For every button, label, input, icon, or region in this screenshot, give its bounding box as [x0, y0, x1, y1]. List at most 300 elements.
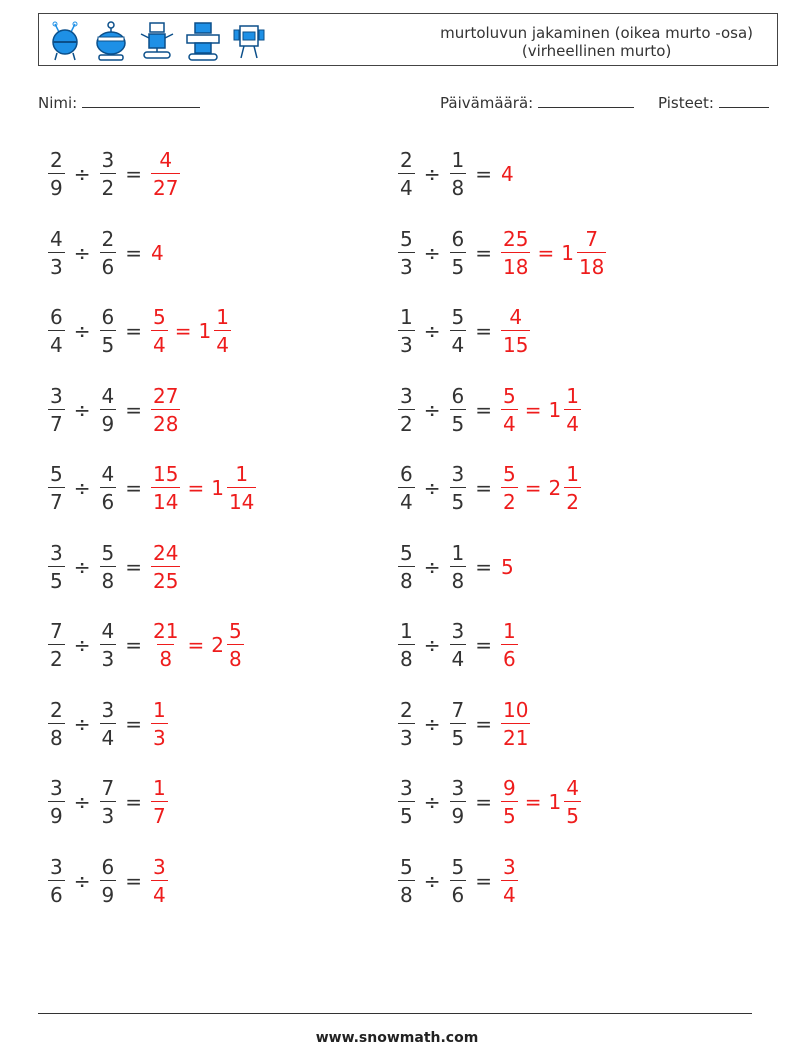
divide-sign: ÷ — [423, 554, 441, 579]
answer-fraction-numerator: 1 — [216, 305, 229, 329]
divisor-fraction-denominator: 8 — [450, 173, 467, 198]
answer-fraction-numerator: 27 — [153, 383, 179, 408]
dividend-fraction-denominator: 4 — [398, 487, 415, 512]
problem-item — [396, 767, 583, 837]
equals-sign: = — [125, 868, 142, 893]
dividend-fraction-numerator: 3 — [50, 540, 63, 565]
divisor-fraction — [450, 383, 467, 436]
divisor-fraction — [100, 540, 117, 593]
answer-fraction — [564, 464, 581, 512]
dividend-fraction-denominator: 9 — [48, 801, 65, 826]
answer-fraction-numerator: 9 — [503, 776, 516, 800]
answer-fraction-denominator: 4 — [151, 880, 168, 905]
answer-fraction — [564, 383, 581, 436]
equals-sign: = — [475, 868, 492, 893]
answer — [499, 621, 520, 669]
answer-fraction-numerator: 1 — [153, 697, 166, 722]
divisor-fraction-numerator: 4 — [101, 383, 115, 408]
divide-sign: ÷ — [73, 162, 91, 186]
name-field — [38, 93, 200, 112]
dividend-fraction-numerator: 3 — [50, 383, 63, 408]
answer-fraction-numerator: 1 — [503, 619, 516, 643]
divisor-fraction-denominator: 3 — [100, 801, 117, 826]
dividend-fraction-numerator: 6 — [50, 305, 63, 329]
answer-equals-sign: = — [187, 633, 205, 657]
dividend-fraction-numerator: 4 — [50, 226, 63, 251]
problem-item — [46, 532, 182, 602]
answer-fraction — [501, 226, 530, 279]
answer-fraction-numerator: 15 — [153, 462, 179, 486]
divide-sign: ÷ — [73, 397, 91, 422]
answer-fraction — [227, 464, 256, 512]
answer-equals-sign: = — [524, 397, 542, 422]
equals-sign: = — [475, 711, 492, 736]
answer-whole-number: 1 — [548, 397, 562, 422]
answer-fraction-denominator: 14 — [151, 487, 180, 512]
answer-fraction-denominator: 15 — [501, 330, 530, 355]
divisor-fraction-denominator: 3 — [100, 644, 117, 669]
answer-fraction-numerator: 5 — [503, 462, 516, 486]
divisor-fraction — [100, 778, 117, 826]
divisor-fraction — [100, 307, 117, 355]
divisor-fraction-denominator: 5 — [100, 330, 117, 355]
dividend-fraction — [48, 697, 65, 750]
answer-equals-sign: = — [524, 790, 542, 814]
dividend-fraction-numerator: 1 — [400, 619, 413, 643]
divisor-fraction-denominator: 4 — [450, 330, 467, 355]
dividend-fraction — [48, 854, 65, 907]
answer-fraction — [501, 778, 518, 826]
answer — [149, 697, 170, 750]
dividend-fraction — [398, 383, 415, 436]
problem-item — [46, 846, 170, 916]
dividend-fraction-denominator: 7 — [48, 487, 65, 512]
dividend-fraction-denominator: 4 — [398, 173, 415, 198]
robot-icon-5 — [229, 20, 269, 62]
answer-whole-number: 5 — [501, 554, 514, 579]
dividend-fraction-denominator: 3 — [398, 723, 415, 748]
date-blank[interactable] — [538, 93, 634, 108]
answer-fraction — [214, 307, 231, 355]
problem-item — [396, 453, 583, 523]
equals-sign: = — [125, 790, 142, 814]
answer-fraction — [501, 307, 530, 355]
problem-item — [396, 375, 583, 445]
dividend-fraction-numerator: 1 — [400, 305, 413, 329]
divisor-fraction-denominator: 6 — [450, 880, 467, 905]
divisor-fraction-numerator: 5 — [451, 305, 465, 329]
answer — [149, 241, 165, 265]
answer-fraction-numerator: 1 — [153, 776, 166, 800]
divisor-fraction-denominator: 5 — [450, 409, 467, 434]
problem-item — [396, 610, 520, 680]
dividend-fraction-numerator: 2 — [400, 148, 413, 172]
dividend-fraction-denominator: 3 — [398, 252, 415, 277]
answer-fraction-denominator: 4 — [564, 409, 581, 434]
answer-fraction — [577, 226, 606, 279]
answer-fraction-denominator: 5 — [564, 801, 581, 826]
divisor-fraction — [100, 226, 117, 279]
divisor-fraction-numerator: 1 — [451, 148, 465, 172]
dividend-fraction-denominator: 6 — [48, 880, 65, 905]
dividend-fraction-numerator: 6 — [400, 462, 413, 486]
divide-sign: ÷ — [423, 162, 441, 186]
answer-fraction — [564, 778, 581, 826]
answer-equals-sign: = — [174, 319, 192, 343]
dividend-fraction — [48, 464, 65, 512]
divisor-fraction — [450, 697, 467, 750]
answer-fraction-denominator: 27 — [151, 173, 180, 198]
answer-fraction — [151, 383, 180, 436]
divide-sign: ÷ — [423, 633, 441, 657]
dividend-fraction-denominator: 2 — [48, 644, 65, 669]
answer-fraction-denominator: 5 — [501, 801, 518, 826]
divisor-fraction-denominator: 9 — [100, 409, 117, 434]
answer — [149, 464, 258, 512]
answer — [149, 540, 182, 593]
dividend-fraction — [398, 307, 415, 355]
answer-fraction — [151, 778, 168, 826]
robot-icon-1 — [45, 20, 85, 62]
answer-fraction-numerator: 10 — [503, 697, 529, 722]
dividend-fraction-denominator: 8 — [398, 880, 415, 905]
answer-fraction-denominator: 2 — [501, 487, 518, 512]
divisor-fraction — [450, 307, 467, 355]
title-line-1: murtoluvun jakaminen (oikea murto -osa) — [440, 24, 753, 42]
problem-item — [46, 218, 165, 288]
answer-equals-sign: = — [524, 476, 542, 500]
divisor-fraction-numerator: 4 — [101, 462, 115, 486]
dividend-fraction — [48, 383, 65, 436]
answer-fraction-numerator: 5 — [228, 619, 242, 643]
answer-fraction — [151, 150, 180, 198]
date-label: Päivämäärä: — [440, 94, 534, 112]
divisor-fraction-denominator: 5 — [450, 252, 467, 277]
answer-fraction — [227, 621, 244, 669]
divisor-fraction-denominator: 8 — [100, 566, 117, 591]
answer-fraction-numerator: 25 — [503, 226, 529, 251]
divide-sign: ÷ — [73, 319, 91, 343]
divisor-fraction-numerator: 6 — [451, 383, 465, 408]
answer-whole-number: 2 — [548, 476, 562, 500]
answer-fraction — [151, 464, 180, 512]
divisor-fraction-numerator: 1 — [451, 540, 465, 565]
divisor-fraction-numerator: 6 — [101, 854, 115, 879]
answer-fraction-denominator: 8 — [157, 644, 174, 669]
answer-fraction-denominator: 4 — [501, 880, 518, 905]
equals-sign: = — [475, 319, 492, 343]
dividend-fraction — [48, 778, 65, 826]
answer-fraction-numerator: 1 — [566, 383, 579, 408]
problem-item — [396, 218, 608, 288]
divisor-fraction — [100, 464, 117, 512]
answer-fraction — [151, 540, 180, 593]
answer-fraction — [151, 854, 168, 907]
dividend-fraction-denominator: 5 — [48, 566, 65, 591]
answer-fraction-denominator: 7 — [151, 801, 168, 826]
name-blank[interactable] — [82, 93, 200, 108]
divisor-fraction — [450, 226, 467, 279]
divisor-fraction — [450, 854, 467, 907]
answer-fraction-denominator: 28 — [151, 409, 180, 434]
dividend-fraction-denominator: 3 — [48, 252, 65, 277]
date-field — [440, 93, 634, 112]
equals-sign: = — [125, 162, 142, 186]
dividend-fraction-denominator: 4 — [48, 330, 65, 355]
answer — [149, 307, 233, 355]
problem-item — [396, 846, 520, 916]
answer — [499, 778, 583, 826]
worksheet-header — [38, 13, 778, 66]
dividend-fraction-denominator: 8 — [398, 566, 415, 591]
equals-sign: = — [125, 476, 142, 500]
answer-whole-number: 1 — [561, 240, 574, 265]
divide-sign: ÷ — [423, 476, 441, 500]
divisor-fraction — [450, 778, 467, 826]
equals-sign: = — [475, 554, 492, 579]
answer — [499, 854, 520, 907]
equals-sign: = — [475, 162, 492, 186]
divide-sign: ÷ — [73, 633, 91, 657]
title-line-2: (virheellinen murto) — [521, 42, 672, 60]
dividend-fraction — [398, 697, 415, 750]
divisor-fraction — [450, 621, 467, 669]
answer — [149, 621, 246, 669]
divide-sign: ÷ — [73, 240, 91, 265]
answer-whole-number: 1 — [198, 319, 212, 343]
answer-fraction — [501, 697, 530, 750]
divide-sign: ÷ — [73, 868, 91, 893]
answer-fraction-denominator: 6 — [501, 644, 518, 669]
answer-whole-number: 4 — [501, 162, 514, 186]
answer-fraction-denominator: 2 — [564, 487, 581, 512]
dividend-fraction-numerator: 3 — [400, 776, 413, 800]
equals-sign: = — [125, 711, 142, 736]
divisor-fraction-denominator: 2 — [100, 173, 117, 198]
answer-fraction — [501, 854, 518, 907]
equals-sign: = — [125, 633, 142, 657]
divisor-fraction — [100, 150, 117, 198]
dividend-fraction-numerator: 3 — [400, 383, 413, 408]
divisor-fraction-numerator: 7 — [101, 776, 115, 800]
divide-sign: ÷ — [423, 319, 441, 343]
problem-item — [46, 296, 233, 366]
answer — [149, 150, 182, 198]
dividend-fraction-numerator: 5 — [400, 226, 413, 251]
divisor-fraction-numerator: 4 — [101, 619, 115, 643]
divisor-fraction — [100, 697, 117, 750]
answer-whole-number: 4 — [151, 240, 164, 265]
answer — [499, 383, 583, 436]
answer-fraction-numerator: 4 — [566, 776, 579, 800]
answer-fraction — [151, 621, 180, 669]
divisor-fraction-denominator: 9 — [100, 880, 117, 905]
dividend-fraction — [48, 621, 65, 669]
score-label: Pisteet: — [658, 94, 714, 112]
divide-sign: ÷ — [423, 868, 441, 893]
robot-icon-2 — [91, 20, 131, 62]
divisor-fraction — [100, 854, 117, 907]
divisor-fraction — [450, 540, 467, 593]
dividend-fraction — [398, 464, 415, 512]
footer-divider — [38, 1013, 752, 1014]
equals-sign: = — [125, 397, 142, 422]
divide-sign: ÷ — [73, 790, 91, 814]
divisor-fraction-denominator: 8 — [450, 566, 467, 591]
worksheet-title — [440, 24, 753, 60]
problem-item — [396, 296, 532, 366]
score-field — [658, 93, 769, 112]
problem-item — [46, 689, 170, 759]
dividend-fraction — [48, 307, 65, 355]
divisor-fraction-denominator: 6 — [100, 252, 117, 277]
divide-sign: ÷ — [423, 711, 441, 736]
answer — [149, 383, 182, 436]
problem-item — [46, 453, 258, 523]
answer-whole-number: 2 — [211, 633, 224, 657]
divisor-fraction-numerator: 6 — [101, 305, 115, 329]
answer-fraction-numerator: 1 — [235, 462, 249, 486]
answer-whole-number: 1 — [211, 476, 224, 500]
divisor-fraction-denominator: 4 — [450, 644, 467, 669]
answer-fraction-numerator: 5 — [153, 305, 166, 329]
divisor-fraction-numerator: 3 — [101, 148, 115, 172]
divisor-fraction — [450, 464, 467, 512]
dividend-fraction-numerator: 3 — [50, 854, 63, 879]
robot-icons — [45, 20, 269, 62]
problem-item — [46, 139, 182, 209]
dividend-fraction-denominator: 2 — [398, 409, 415, 434]
divisor-fraction-numerator: 7 — [451, 697, 465, 722]
answer-fraction-denominator: 4 — [501, 409, 518, 434]
answer-fraction-denominator: 18 — [577, 252, 606, 277]
answer-fraction — [151, 697, 168, 750]
equals-sign: = — [125, 240, 142, 265]
answer — [499, 697, 532, 750]
answer-fraction — [501, 621, 518, 669]
divisor-fraction-numerator: 6 — [451, 226, 465, 251]
name-label: Nimi: — [38, 94, 78, 112]
divide-sign: ÷ — [73, 554, 91, 579]
answer-fraction-numerator: 3 — [503, 854, 516, 879]
answer — [149, 778, 170, 826]
problem-item — [46, 767, 170, 837]
dividend-fraction — [48, 540, 65, 593]
answer-fraction-numerator: 24 — [153, 540, 179, 565]
answer — [499, 226, 608, 279]
footer-site: www.snowmath.com — [315, 1030, 479, 1046]
divide-sign: ÷ — [423, 240, 441, 265]
answer-fraction-numerator: 21 — [153, 619, 179, 643]
divide-sign: ÷ — [423, 790, 441, 814]
equals-sign: = — [125, 554, 142, 579]
answer-fraction-denominator: 4 — [214, 330, 231, 355]
divisor-fraction-denominator: 5 — [450, 487, 467, 512]
score-blank[interactable] — [719, 93, 769, 108]
divide-sign: ÷ — [73, 711, 91, 736]
divisor-fraction-numerator: 3 — [451, 462, 465, 486]
dividend-fraction — [48, 150, 65, 198]
dividend-fraction-denominator: 9 — [48, 173, 65, 198]
dividend-fraction-numerator: 2 — [50, 148, 63, 172]
problem-item — [396, 139, 515, 209]
answer-fraction-denominator: 8 — [227, 644, 244, 669]
dividend-fraction — [398, 621, 415, 669]
dividend-fraction-numerator: 2 — [400, 697, 413, 722]
dividend-fraction-numerator: 2 — [50, 697, 63, 722]
answer-fraction-numerator: 1 — [566, 462, 579, 486]
answer — [149, 854, 170, 907]
problem-item — [46, 610, 246, 680]
answer-fraction-denominator: 14 — [227, 487, 256, 512]
divisor-fraction-numerator: 2 — [101, 226, 115, 251]
robot-icon-3 — [137, 20, 177, 62]
dividend-fraction-denominator: 7 — [48, 409, 65, 434]
equals-sign: = — [475, 476, 492, 500]
problem-item — [46, 375, 182, 445]
answer-whole-number: 1 — [548, 790, 562, 814]
answer — [499, 464, 583, 512]
problem-item — [396, 689, 532, 759]
answer-fraction-denominator: 21 — [501, 723, 530, 748]
divisor-fraction-denominator: 4 — [100, 723, 117, 748]
problem-item — [396, 532, 515, 602]
dividend-fraction-denominator: 5 — [398, 801, 415, 826]
divisor-fraction-denominator: 9 — [450, 801, 467, 826]
answer-fraction-numerator: 5 — [503, 383, 516, 408]
answer-fraction-numerator: 4 — [159, 148, 173, 172]
robot-icon-4 — [183, 20, 223, 62]
dividend-fraction — [398, 226, 415, 279]
answer-fraction — [151, 307, 168, 355]
divisor-fraction-denominator: 5 — [450, 723, 467, 748]
dividend-fraction — [48, 226, 65, 279]
answer-fraction-denominator: 25 — [151, 566, 180, 591]
equals-sign: = — [475, 397, 492, 422]
divisor-fraction-denominator: 6 — [100, 487, 117, 512]
equals-sign: = — [125, 319, 142, 343]
answer-equals-sign: = — [187, 476, 205, 500]
answer-fraction-numerator: 7 — [585, 226, 599, 251]
dividend-fraction-numerator: 5 — [50, 462, 63, 486]
answer — [499, 162, 515, 186]
divisor-fraction — [100, 383, 117, 436]
divide-sign: ÷ — [73, 476, 91, 500]
dividend-fraction-denominator: 8 — [48, 723, 65, 748]
answer — [499, 307, 532, 355]
dividend-fraction — [398, 854, 415, 907]
divide-sign: ÷ — [423, 397, 441, 422]
equals-sign: = — [475, 790, 492, 814]
dividend-fraction-numerator: 5 — [400, 540, 413, 565]
answer-fraction-denominator: 4 — [151, 330, 168, 355]
divisor-fraction-numerator: 3 — [451, 619, 465, 643]
equals-sign: = — [475, 633, 492, 657]
divisor-fraction — [100, 621, 117, 669]
dividend-fraction-denominator: 3 — [398, 330, 415, 355]
answer-fraction — [501, 383, 518, 436]
dividend-fraction — [398, 778, 415, 826]
divisor-fraction — [450, 150, 467, 198]
divisor-fraction-numerator: 5 — [451, 854, 465, 879]
dividend-fraction-numerator: 5 — [400, 854, 413, 879]
divisor-fraction-numerator: 3 — [101, 697, 115, 722]
dividend-fraction-numerator: 7 — [50, 619, 63, 643]
answer-equals-sign: = — [537, 240, 555, 265]
dividend-fraction — [398, 150, 415, 198]
equals-sign: = — [475, 240, 492, 265]
divisor-fraction-numerator: 5 — [101, 540, 115, 565]
